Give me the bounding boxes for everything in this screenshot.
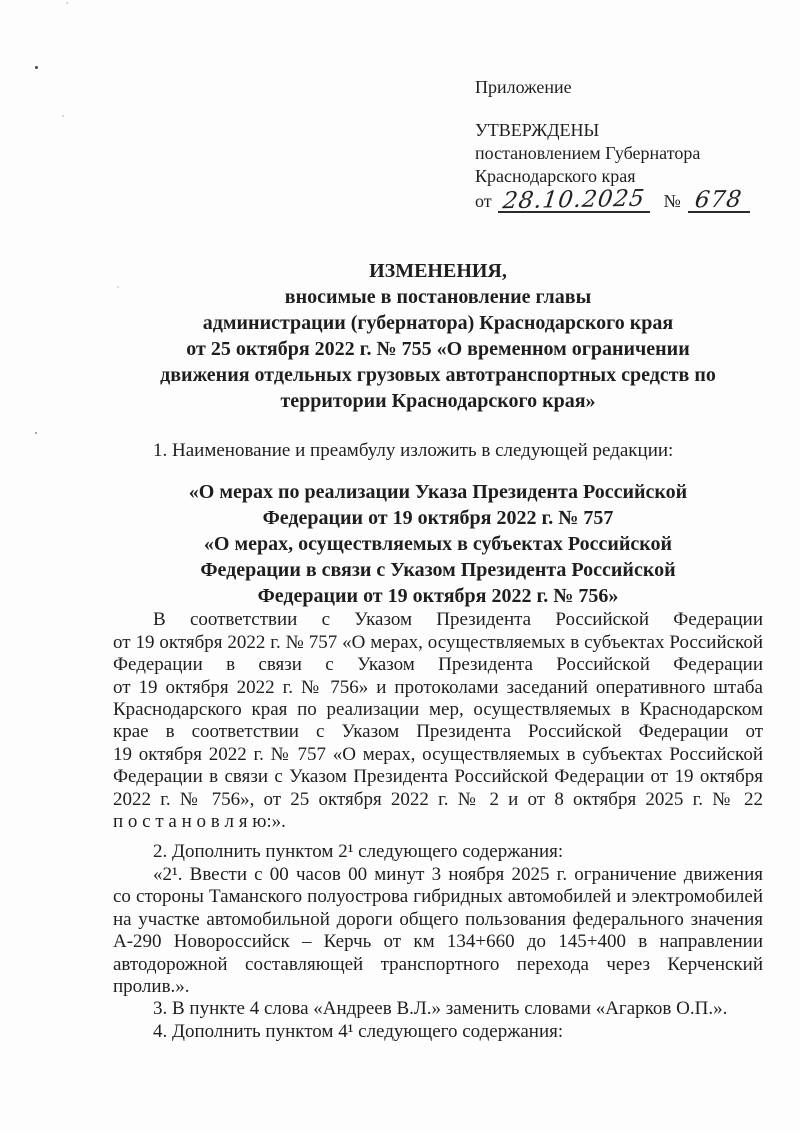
scan-speck xyxy=(66,2,68,4)
document-title-line: администрации (губернатора) Краснодарского края xyxy=(202,312,674,334)
handwritten-number: 678 xyxy=(693,186,744,214)
scan-speck xyxy=(35,432,37,434)
preamble-line: В соответствии с Указом Президента Российской Федерации xyxy=(153,609,763,631)
document-body xyxy=(113,440,763,1043)
document-title-line: вносимые в постановление главы xyxy=(284,286,592,308)
document-title-line: от 25 октября 2022 г. № 755 «О временном ограничении xyxy=(186,338,690,360)
clause-2-1-paragraph xyxy=(113,864,763,998)
document-title xyxy=(113,258,763,414)
clause-4: 4. Дополнить пунктом 4¹ следующего содержания: xyxy=(153,1020,564,1042)
approved-by-line: постановлением Губернатора xyxy=(475,143,701,163)
annex-label: Приложение xyxy=(475,77,572,97)
date-number-line xyxy=(475,185,775,215)
quoted-title-line: «О мерах, осуществляемых в субъектах Российской xyxy=(203,533,673,556)
clause-2-1-line: автодорожной составляющей транспортного перехода через Керченский xyxy=(113,953,763,975)
date-label: от xyxy=(475,191,492,211)
preamble-line: Краснодарского края по реализации мер, осуществляемых в Краснодарском xyxy=(113,699,763,721)
document-title-line: движения отдельных грузовых автотранспортных средств по xyxy=(160,364,716,386)
document-title-line: территории Краснодарского края» xyxy=(280,390,596,412)
clause-2-1-line: «2¹. Ввести с 00 часов 00 минут 3 ноября 2025 г. ограничение движения xyxy=(153,863,763,885)
preamble-line: 19 октября 2022 г. № 757 «О мерах, осуществляемых в субъектах Российской xyxy=(113,743,763,765)
approval-header xyxy=(475,76,775,213)
quoted-title-line: Федерации от 19 октября 2022 г. № 757 xyxy=(262,507,614,530)
document-title-line: ИЗМЕНЕНИЯ, xyxy=(369,260,507,282)
quoted-title-line: Федерации в связи с Указом Президента Российской xyxy=(200,559,676,582)
preamble-line: Федерации в связи с Указом Президента Российской Федерации от 19 октября xyxy=(113,766,763,788)
approved-label: УТВЕРЖДЕНЫ xyxy=(475,120,600,140)
clause-3: 3. В пункте 4 слова «Андреев В.Л.» заменить словами «Агарков О.П.». xyxy=(153,998,728,1020)
preamble-line: от 19 октября 2022 г. № 757 «О мерах, осуществляемых в субъектах Российской xyxy=(113,631,763,653)
clause-1: 1. Наименование и преамбулу изложить в следующей редакции: xyxy=(153,440,674,461)
preamble-line: крае в соответствии с Указом Президента Российской Федерации от xyxy=(113,721,763,743)
handwritten-date: 28.10.2025 xyxy=(501,185,647,215)
approved-by-line: Краснодарского края xyxy=(475,166,636,186)
clause-2-1-line: пролив.». xyxy=(113,975,190,997)
quoted-title-line: «О мерах по реализации Указа Президента Российской xyxy=(188,481,688,504)
number-underline xyxy=(688,186,750,214)
scan-speck xyxy=(62,115,64,117)
preamble-line: Федерации в связи с Указом Президента Российской Федерации xyxy=(113,654,763,676)
clause-2: 2. Дополнить пунктом 2¹ следующего содержания: xyxy=(153,841,564,863)
clause-2-1-line: со стороны Таманского полуострова гибридных автомобилей и электромобилей xyxy=(113,886,763,908)
clause-2-1-line: на участке автомобильной дороги общего пользования федерального значения xyxy=(113,908,763,930)
number-label: № xyxy=(663,191,681,211)
preamble-line: 2022 г. № 756», от 25 октября 2022 г. № 2 и от 8 октября 2025 г. № 22 xyxy=(113,788,763,810)
scan-speck xyxy=(35,66,38,69)
date-underline xyxy=(498,185,650,215)
preamble-line: от 19 октября 2022 г. № 756» и протоколами заседаний оперативного штаба xyxy=(113,676,763,698)
quoted-title-line: Федерации от 19 октября 2022 г. № 756» xyxy=(257,585,619,608)
quoted-resolution-title xyxy=(113,479,763,609)
preamble-paragraph xyxy=(113,609,763,833)
clause-2-1-line: А-290 Новороссийск – Керчь от км 134+660 до 145+400 в направлении xyxy=(113,931,763,953)
preamble-line: п о с т а н о в л я ю:». xyxy=(113,811,286,833)
